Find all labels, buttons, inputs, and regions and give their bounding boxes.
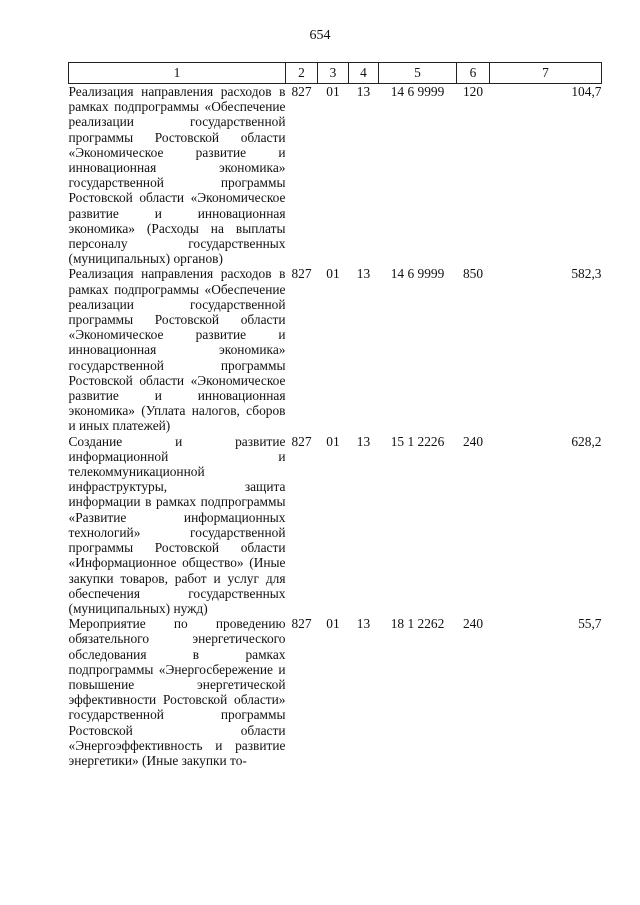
- row-col-3: 01: [326, 84, 340, 99]
- header-col-7: 7: [490, 63, 602, 84]
- row-amount: 628,2: [571, 433, 602, 449]
- row-col-6: 850: [462, 266, 484, 282]
- table-row: [69, 84, 602, 267]
- row-description: Реализация направления расходов в рамках подпрограммы «Обеспечение реализации государственной программы Ростовской области «Экономическое развитие и инновационная экономика» государственной программы Ростовской области «Экономическое развитие и инновационная экономика» (Уплата налогов, сборов и иных платежей): [68, 266, 286, 434]
- row-col-5: 14 6 9999: [390, 266, 445, 282]
- row-col-2: 827: [291, 266, 312, 282]
- row-col-2: 827: [291, 84, 312, 99]
- row-col-5: 18 1 2262: [390, 616, 445, 632]
- row-description: Реализация направления расходов в рамках подпрограммы «Обеспечение реализации государственной программы Ростовской области «Экономическое развитие и инновационная экономика» государственной программы Ростовской области «Экономическое развитие и инновационная экономика» (Расходы на выплаты персоналу государственных (муниципальных) органов): [68, 84, 286, 267]
- header-col-6: 6: [457, 63, 490, 84]
- row-amount: 582,3: [571, 266, 602, 282]
- row-description: Создание и развитие информационной и телекоммуникационной инфраструктуры, защита информации в рамках подпрограммы «Развитие информационных технологий» государственной программы Ростовской области «Информационное общество» (Иные закупки товаров, работ и услуг для обеспечения государственных (муниципальных) нужд): [68, 433, 286, 616]
- row-col-3: 01: [326, 266, 340, 282]
- budget-table: [68, 62, 602, 768]
- table-row: [69, 616, 602, 768]
- row-col-2: 827: [291, 616, 312, 632]
- row-col-4: 13: [356, 84, 371, 99]
- row-amount: 55,7: [578, 616, 602, 632]
- row-col-6: 120: [462, 84, 484, 99]
- header-col-3: 3: [318, 63, 349, 84]
- row-col-2: 827: [291, 433, 312, 449]
- row-col-4: 13: [356, 616, 371, 632]
- row-col-4: 13: [356, 266, 371, 282]
- header-col-2: 2: [286, 63, 318, 84]
- header-col-4: 4: [349, 63, 379, 84]
- table-row: [69, 266, 602, 433]
- row-description: Мероприятие по проведению обязательного энергетического обследования в рамках подпрограммы «Энергосбережение и повышение энергетической эффективности Ростовской области» государственной программы Ростовской области «Энергоэффективность и развитие энергетики» (Иные закупки то-: [68, 616, 286, 768]
- header-col-1: 1: [69, 63, 286, 84]
- row-amount: 104,7: [571, 84, 602, 99]
- row-col-6: 240: [462, 433, 484, 449]
- row-col-6: 240: [462, 616, 484, 632]
- page-number: 654: [309, 28, 331, 43]
- table-row: [69, 434, 602, 616]
- row-col-3: 01: [326, 433, 340, 449]
- row-col-3: 01: [326, 616, 340, 632]
- row-col-5: 14 6 9999: [390, 84, 445, 99]
- header-col-5: 5: [379, 63, 457, 84]
- row-col-4: 13: [356, 433, 371, 449]
- header-row: [69, 63, 602, 84]
- row-col-5: 15 1 2226: [390, 433, 445, 449]
